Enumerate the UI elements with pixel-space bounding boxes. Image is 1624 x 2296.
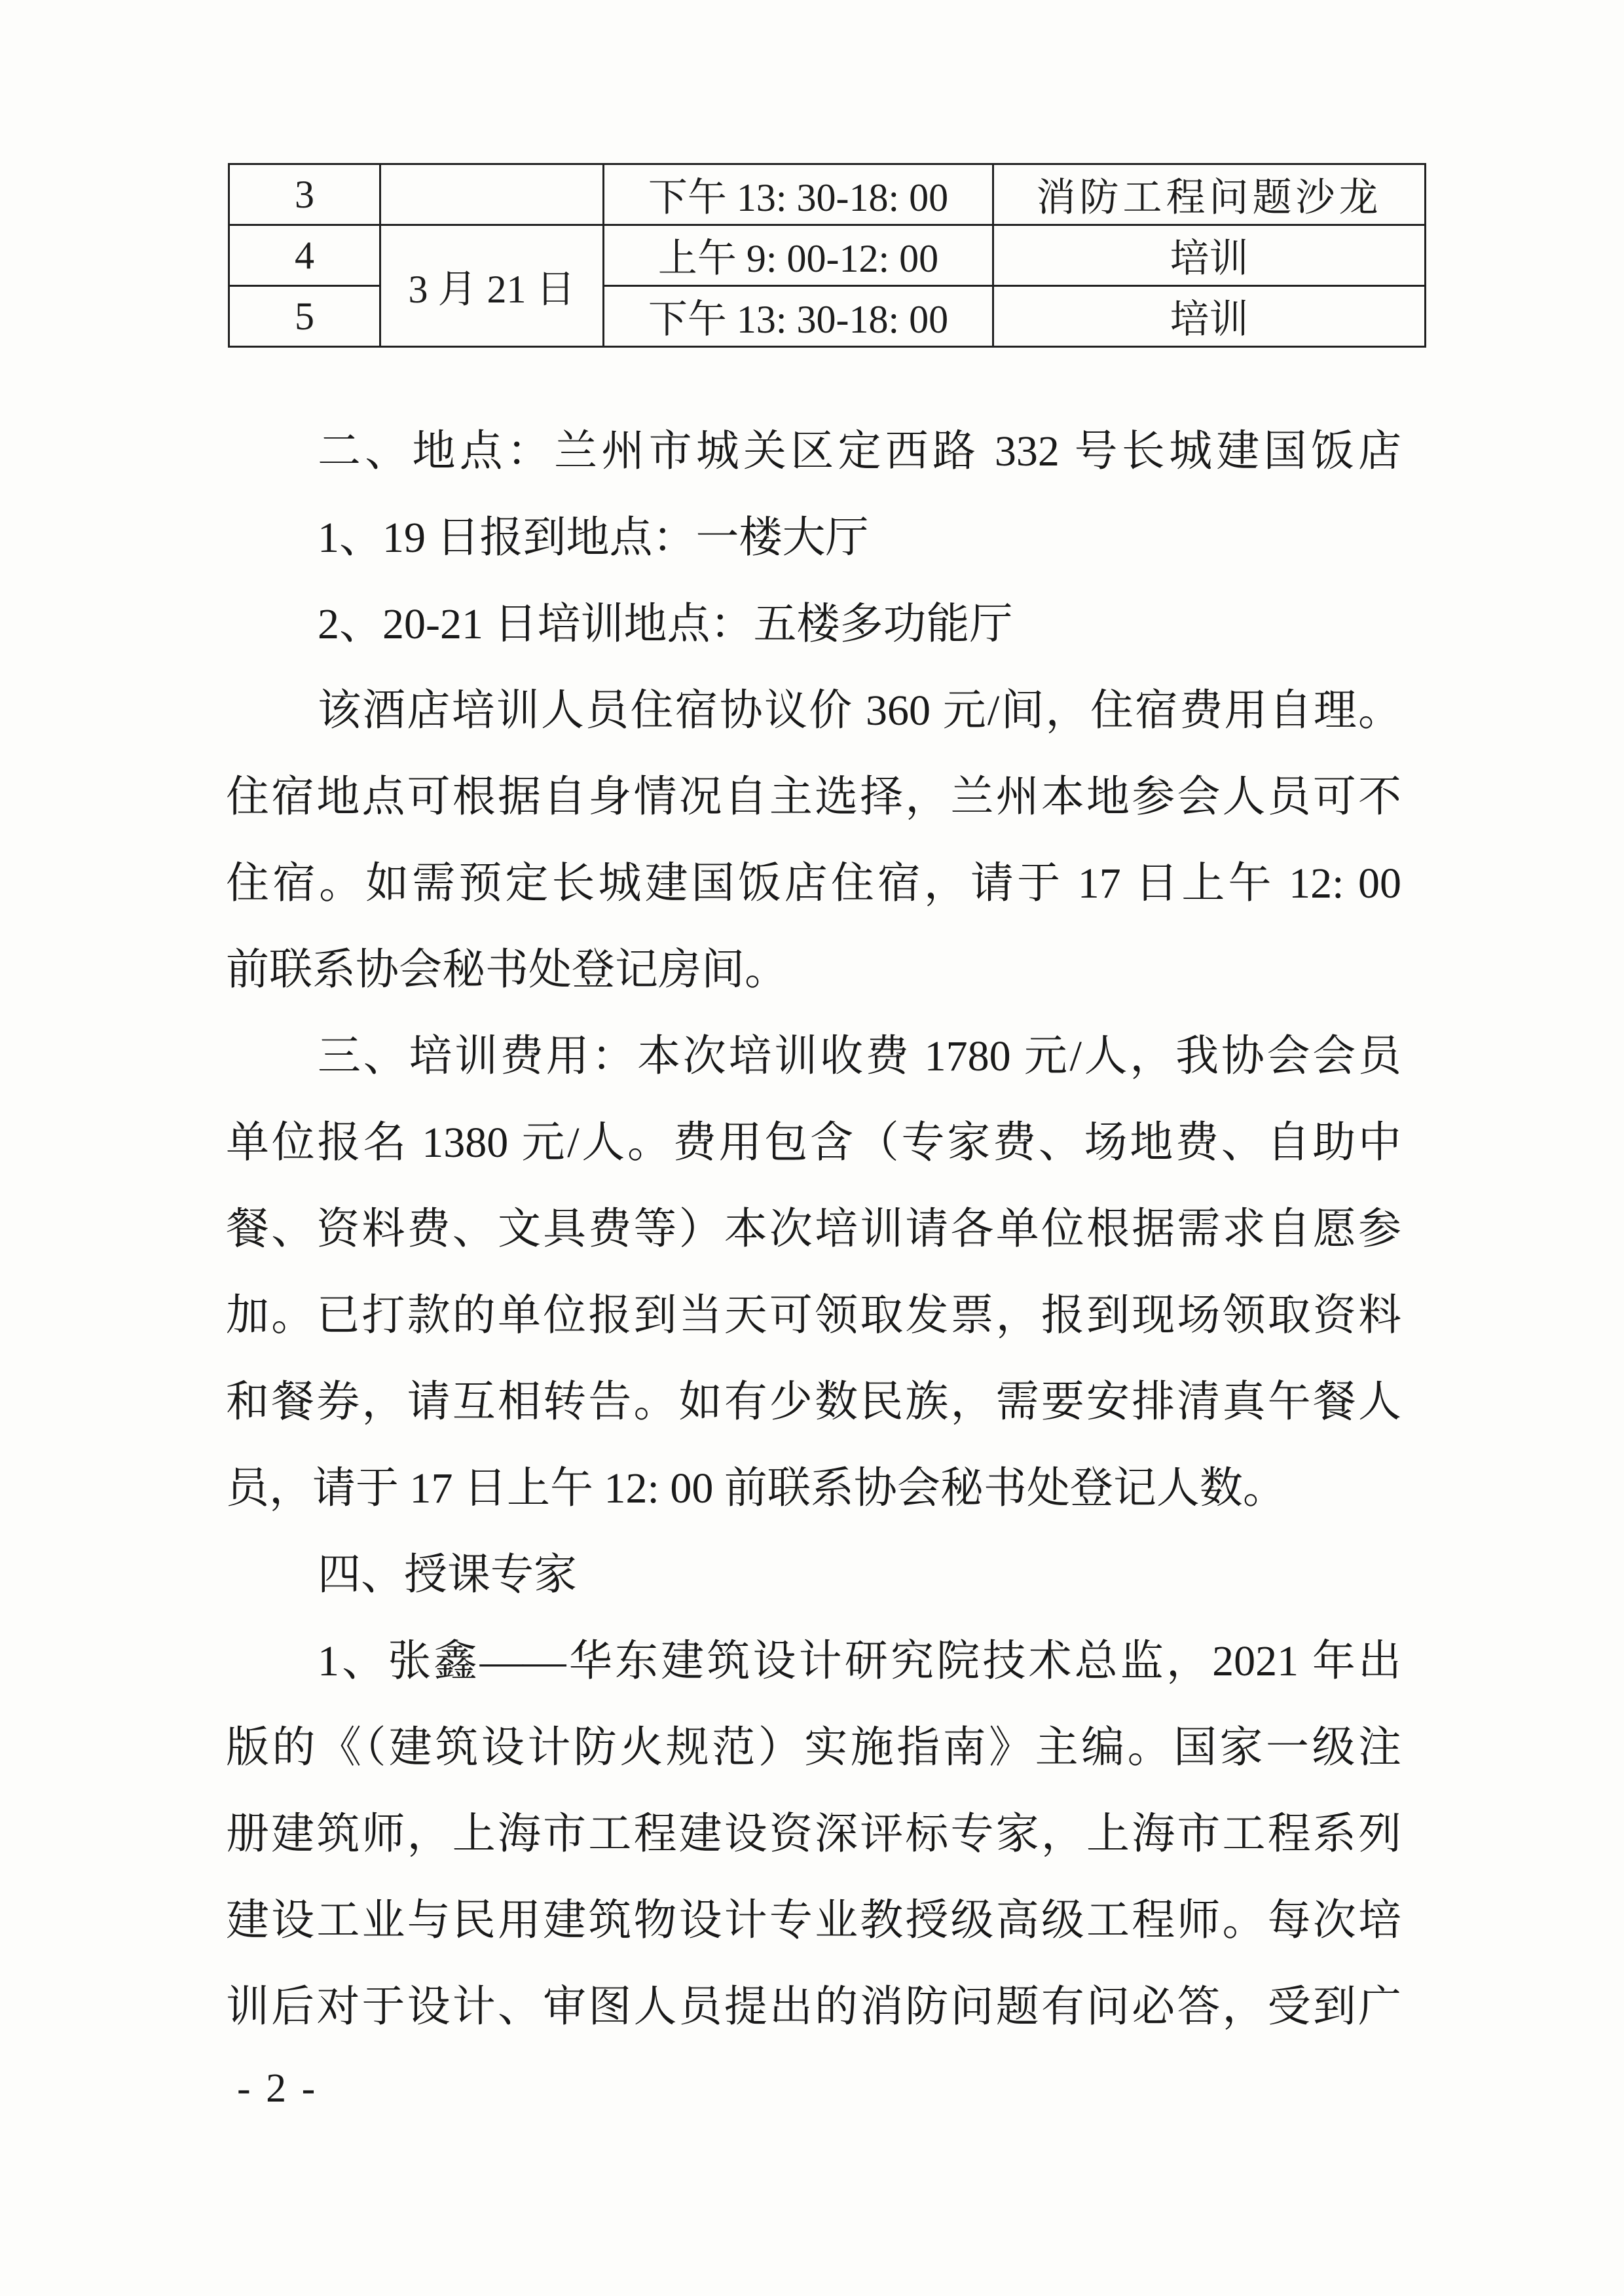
table-row: [229, 164, 1426, 225]
body-line: 2、20-21 日培训地点：五楼多功能厅: [318, 600, 1013, 648]
schedule-table: [228, 163, 1426, 348]
body-line: 住宿地点可根据自身情况自主选择，兰州本地参会人员可不: [226, 773, 1401, 821]
body-line: 版的《（建筑设计防火规范）实施指南》主编。国家一级注: [226, 1724, 1401, 1772]
body-line: 1、19 日报到地点：一楼大厅: [318, 514, 869, 562]
body-line: 三、培训费用：本次培训收费 1780 元/人，我协会会员: [318, 1032, 1401, 1080]
body-line: 住宿。如需预定长城建国饭店住宿，请于 17 日上午 12: 00: [226, 860, 1401, 907]
activity-cell: 消防工程问题沙龙: [993, 164, 1426, 225]
body-line: 餐、资料费、文具费等）本次培训请各单位根据需求自愿参: [226, 1205, 1401, 1253]
activity-cell: 培训: [993, 225, 1426, 286]
body-line: 和餐券，请互相转告。如有少数民族，需要安排清真午餐人: [226, 1378, 1401, 1426]
row-number-cell: 5: [229, 286, 380, 347]
body-line: 训后对于设计、审图人员提出的消防问题有问必答，受到广: [226, 1983, 1401, 2031]
date-cell: 3 月 21 日: [380, 225, 604, 347]
body-line: 加。已打款的单位报到当天可领取发票，报到现场领取资料: [226, 1292, 1401, 1339]
time-cell: 下午 13: 30-18: 00: [604, 286, 993, 347]
page-number: - 2 -: [237, 2066, 318, 2111]
table-row: [229, 225, 1426, 286]
body-line: 单位报名 1380 元/人。费用包含（专家费、场地费、自助中: [226, 1119, 1401, 1167]
body-line: 前联系协会秘书处登记房间。: [226, 946, 788, 994]
row-number-cell: 4: [229, 225, 380, 286]
row-number-cell: 3: [229, 164, 380, 225]
body-line: 四、授课专家: [318, 1551, 577, 1599]
body-line: 1、张鑫——华东建筑设计研究院技术总监，2021 年出: [318, 1637, 1401, 1685]
body-line: 建设工业与民用建筑物设计专业教授级高级工程师。每次培: [226, 1897, 1401, 1944]
body-line: 该酒店培训人员住宿协议价 360 元/间，住宿费用自理。: [318, 687, 1401, 735]
body-line: 二、地点：兰州市城关区定西路 332 号长城建国饭店: [318, 428, 1401, 475]
body-text: [226, 409, 1401, 2050]
time-cell: 下午 13: 30-18: 00: [604, 164, 993, 225]
date-cell: [380, 164, 604, 225]
activity-cell: 培训: [993, 286, 1426, 347]
time-cell: 上午 9: 00-12: 00: [604, 225, 993, 286]
body-line: 册建筑师，上海市工程建设资深评标专家，上海市工程系列: [226, 1810, 1401, 1858]
body-line: 员，请于 17 日上午 12: 00 前联系协会秘书处登记人数。: [226, 1465, 1286, 1512]
